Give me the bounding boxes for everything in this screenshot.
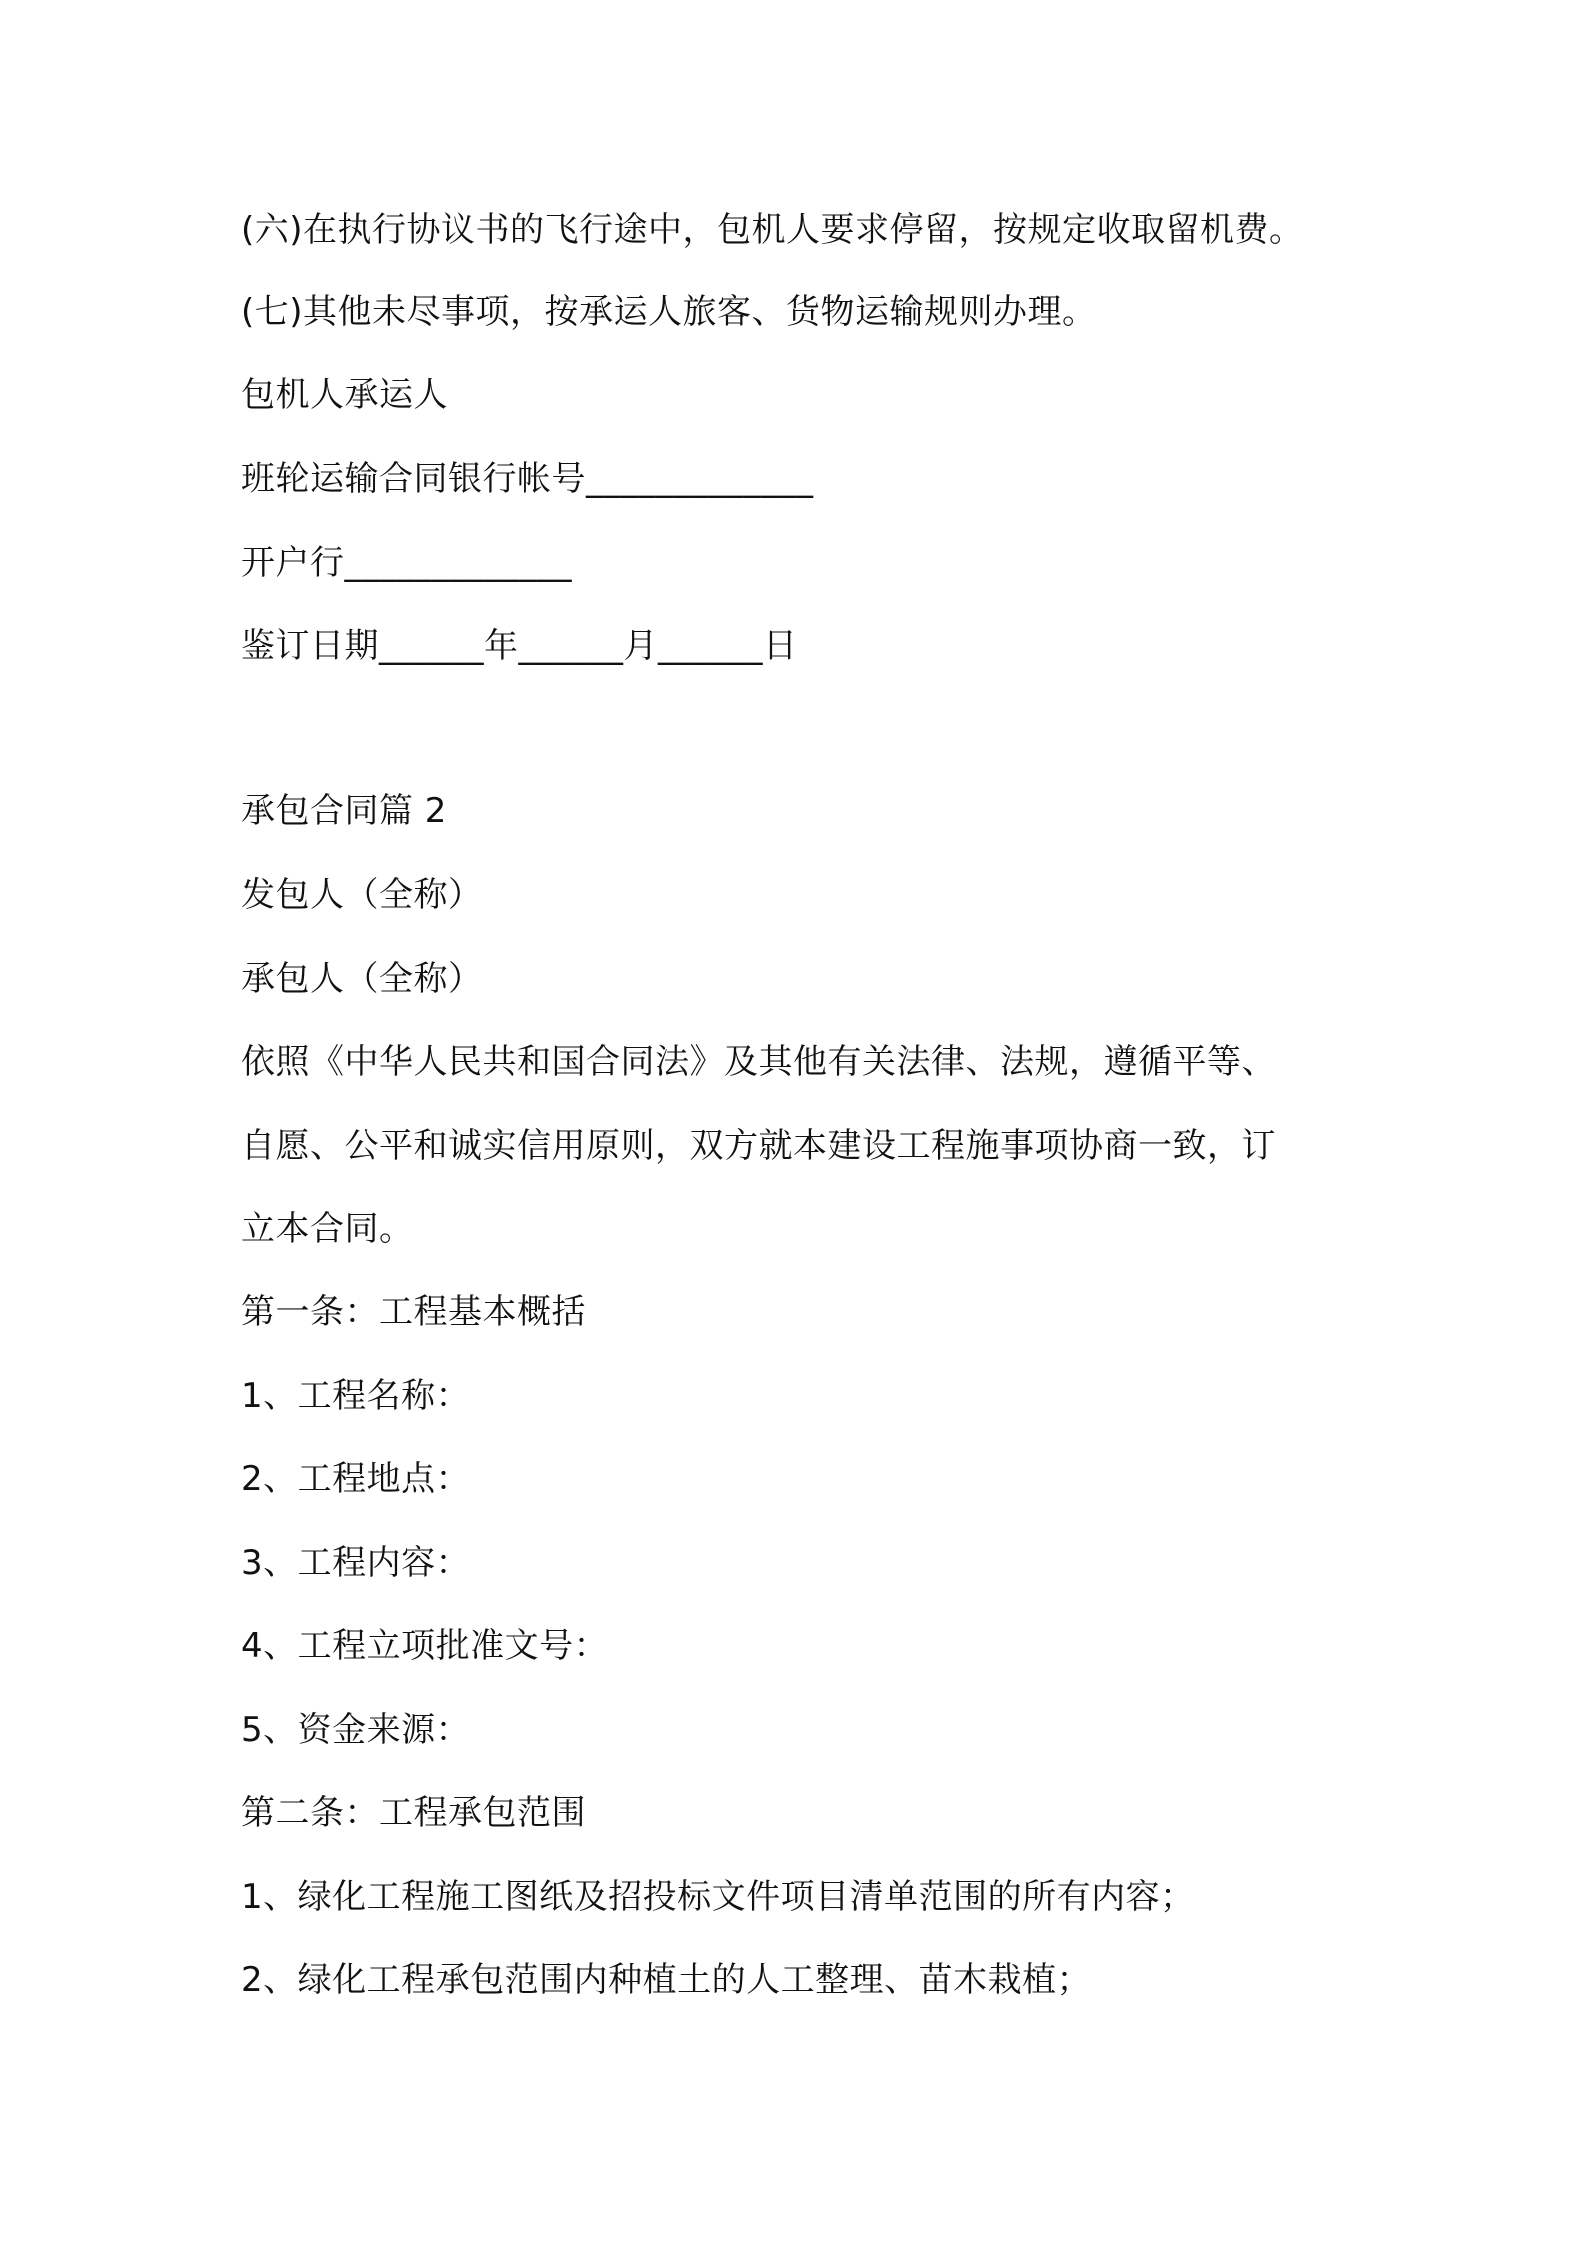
article-1-item-2: 2、工程地点： [241, 1459, 471, 1499]
preamble-line-1: 依照《中华人民共和国合同法》及其他有关法律、法规，遵循平等、 [241, 1042, 1276, 1082]
article-1-item-1: 1、工程名称： [241, 1376, 471, 1416]
article-1-item-3: 3、工程内容： [241, 1543, 471, 1583]
article-2-item-2: 2、绿化工程承包范围内种植土的人工整理、苗木栽植； [241, 1960, 1092, 2000]
section-heading: 承包合同篇 2 [241, 791, 447, 831]
bank-branch-line: 开户行_____________ [241, 543, 572, 583]
bank-account-line: 班轮运输合同银行帐号_____________ [241, 459, 814, 499]
contractor-line: 承包人（全称） [241, 959, 483, 999]
article-2-heading: 第二条：工程承包范围 [241, 1793, 586, 1833]
article-1-item-5: 5、资金来源： [241, 1710, 471, 1750]
clause-7: (七)其他未尽事项，按承运人旅客、货物运输规则办理。 [241, 292, 1097, 332]
employer-line: 发包人（全称） [241, 875, 483, 915]
preamble-line-3: 立本合同。 [241, 1209, 414, 1249]
article-2-item-1: 1、绿化工程施工图纸及招投标文件项目清单范围的所有内容； [241, 1877, 1195, 1917]
article-1-heading: 第一条：工程基本概括 [241, 1292, 586, 1332]
preamble-line-2: 自愿、公平和诚实信用原则，双方就本建设工程施事项协商一致，订 [241, 1126, 1276, 1166]
clause-6: (六)在执行协议书的飞行途中，包机人要求停留，按规定收取留机费。 [241, 210, 1304, 250]
signing-date-line: 鉴订日期______年______月______日 [241, 626, 798, 666]
signatories-line: 包机人承运人 [241, 375, 448, 415]
article-1-item-4: 4、工程立项批准文号： [241, 1626, 609, 1666]
